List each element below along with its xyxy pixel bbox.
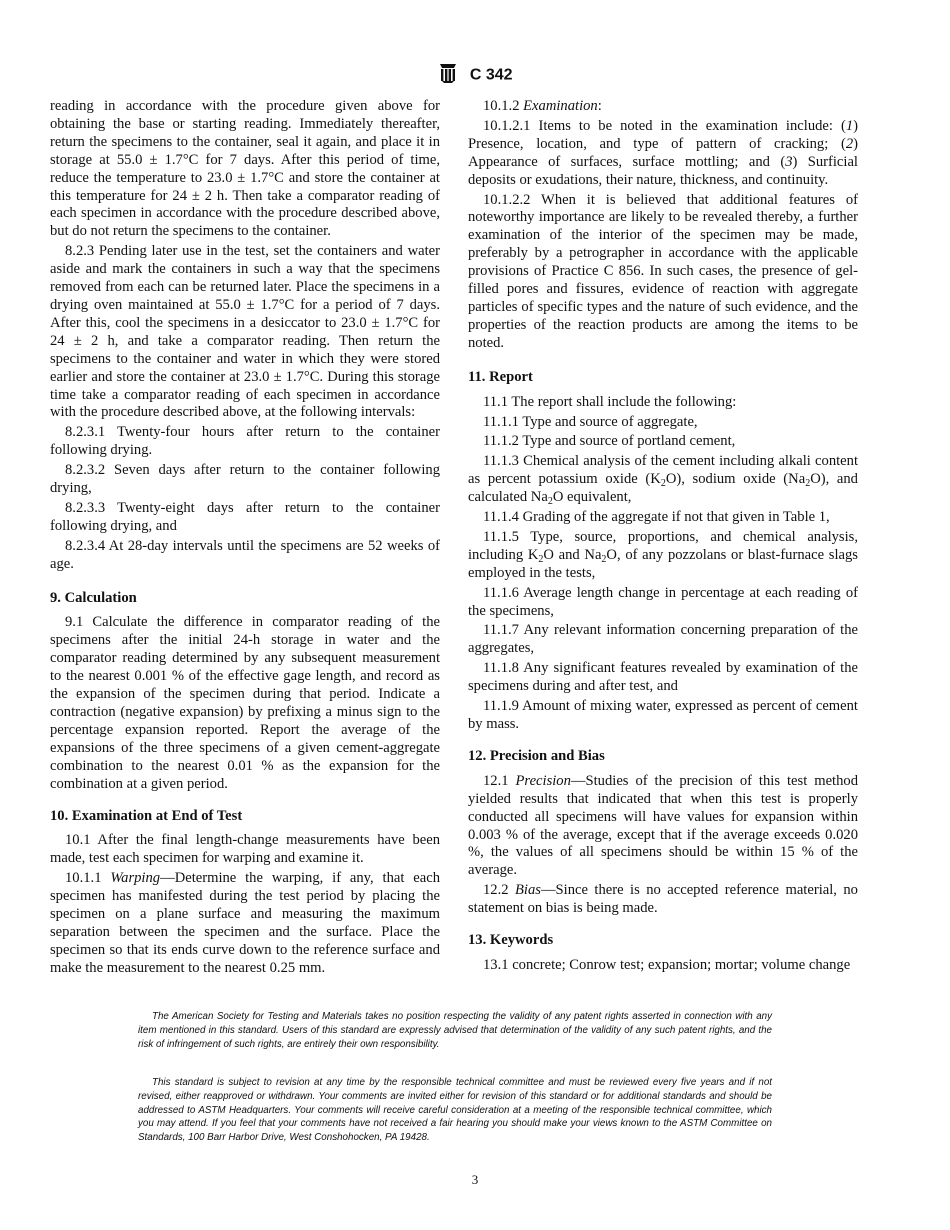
astm-logo: [437, 62, 459, 89]
paragraph-11-1-7: 11.1.7 Any relevant information concerning preparation of the aggregates,: [468, 622, 858, 657]
right-column: [468, 98, 858, 977]
paragraph-12-2: 12.2 Bias—Since there is no accepted reference material, no statement on bias is being made.: [468, 882, 858, 917]
paragraph-8-2-3-1: 8.2.3.1 Twenty-four hours after return to the container following drying.: [50, 424, 440, 459]
heading-precision-and-bias: 12. Precision and Bias: [468, 747, 605, 764]
paragraph-8-2-3-4: 8.2.3.4 At 28-day intervals until the specimens are 52 weeks of age.: [50, 537, 440, 572]
patent-notice: The American Society for Testing and Materials takes no position respecting the validity of any patent rights asserted in connection with any item mentioned in this standard. Users of this standard are expressly advised that determination of the validity of any such patent rights, and the risk of infringement of such rights, are entirely their own responsibility.: [138, 1011, 772, 1050]
paragraph-11-1: 11.1 The report shall include the following:: [483, 393, 737, 410]
paragraph-8-2-2-continued: reading in accordance with the procedure given above for obtaining the base or starting reading. Immediately thereafter, return the specimens to the container, seal it again, and place it in storage at 55.0 ± 1.7°C for 7 days. After this period of time, reduce the temperature to 23.0 ± 1.7°C and store the container at this temperature for 24 ± 2 h. Then take a comparator reading of each specimen in accordance with the procedure described above, but do not return the specimens to the container.: [50, 98, 440, 240]
paragraph-11-1-5: 11.1.5 Type, source, proportions, and chemical analysis, including $K_2O$ and $Na_2O$, of any pozzolans or blast-furnace slags employed in the tests,: [468, 528, 858, 581]
paragraph-12-1: 12.1 Precision—Studies of the precision of this test method yielded results that indicated that when this test is properly conducted all specimens will have values for expansion within 0.003 % of the average, except that if the average exceeds 0.020 %, the values of all specimens should be within 15 % of the average.: [468, 772, 858, 879]
paragraph-11-1-1: 11.1.1 Type and source of aggregate,: [483, 413, 698, 430]
paragraph-10-1-2-1: 10.1.2.1 Items to be noted in the examination include: (1) Presence, location, and type of pattern of cracking; (2) Appearance of surfaces, surface mottling; and (3) Surficial deposits or exudations, their nature, thickness, and continuity.: [468, 117, 858, 188]
heading-examination-end-of-test: 10. Examination at End of Test: [50, 807, 243, 824]
heading-keywords: 13. Keywords: [468, 932, 554, 949]
paragraph-11-1-9: 11.1.9 Amount of mixing water, expressed as percent of cement by mass.: [468, 698, 858, 732]
heading-calculation: 9. Calculation: [50, 589, 137, 606]
page-header: [0, 62, 950, 89]
standard-designation: C 342: [469, 66, 513, 84]
paragraph-8-2-3-3: 8.2.3.3 Twenty-eight days after return to the container following drying, and: [50, 499, 440, 534]
paragraph-8-2-3-2: 8.2.3.2 Seven days after return to the container following drying,: [50, 462, 440, 497]
page-number: 3: [471, 1172, 479, 1187]
paragraph-10-1: 10.1 After the final length-change measurements have been made, test each specimen for warping and examine it.: [50, 832, 440, 867]
heading-report: 11. Report: [468, 368, 533, 385]
paragraph-10-1-2: 10.1.2 Examination:: [483, 98, 602, 114]
paragraph-11-1-8: 11.1.8 Any significant features revealed by examination of the specimens during and after test, and: [468, 660, 858, 695]
revision-notice: This standard is subject to revision at any time by the responsible technical committee and must be reviewed every five years and if not revised, either reapproved or withdrawn. Your comments are invited either for revision of this standard or for additional standards and should be addressed to ASTM Headquarters. Your comments will receive careful consideration at a meeting of the responsible technical committee, which you may attend. If you feel that your comments have not received a fair hearing you should make your views known to the ASTM Committee on Standards, 100 Barr Harbor Drive, West Conshohocken, PA 19428.: [138, 1077, 772, 1144]
paragraph-11-1-2: 11.1.2 Type and source of portland cement,: [483, 433, 736, 450]
paragraph-10-1-2-2: 10.1.2.2 When it is believed that additional features of noteworthy importance are likely to be revealed thereby, a further examination of the interior of the specimen may be made, preferably by a petrographer in accordance with the applicable provisions of Practice C 856. In such cases, the presence of gel-filled pores and fissures, evidence of reaction with aggregate particles of specific types and the nature of such evidence, and the properties of the reaction products are among the items to be noted.: [468, 191, 858, 351]
paragraph-13-1: 13.1 concrete; Conrow test; expansion; mortar; volume change: [483, 956, 851, 973]
paragraph-10-1-1: 10.1.1 Warping—Determine the warping, if any, that each specimen has manifested during the test period by placing the specimen on a plane surface and measuring the maximum separation between the specimen and the surface. Place the specimen so that its ends curve down to the reference surface and make the measurement to the nearest 0.25 mm.: [50, 870, 440, 976]
paragraph-8-2-3: 8.2.3 Pending later use in the test, set the containers and water aside and mark the containers in such a way that the specimens removed from each can be returned later. Place the specimens in a drying oven maintained at 55.0 ± 1.7°C for a period of 7 days. After this, cool the specimens in a desiccator to 23.0 ± 1.7°C for 24 ± 2 h, and take a comparator reading. Then return the specimens to the container and water in which they were stored earlier and store the container at 23.0 ± 1.7°C. During this storage time take a comparator reading of each specimen in accordance with the procedure described above, at the following intervals:: [50, 243, 440, 421]
paragraph-11-1-6: 11.1.6 Average length change in percentage at each reading of the specimens,: [468, 584, 858, 619]
paragraph-11-1-3: 11.1.3 Chemical analysis of the cement including alkali content as percent potassium oxide $(K_2O)$, sodium oxide $(Na_2O)$, and calculated $Na_2O$ equivalent,: [468, 453, 858, 508]
paragraph-9-1: 9.1 Calculate the difference in comparator reading of the specimens after the initial 24-h storage in water and the comparator reading determined by any subsequent measurement to the nearest 0.001 % of the effective gage length, and record as the expansion of the specimen during that period. Indicate a contraction (negative expansion) by prefixing a minus sign to the percentage expansion reported. Report the average of the expansions of the three specimens of a given cement-aggregate combination to the nearest 0.01 % as the expansion for the combination at a given period.: [50, 614, 440, 792]
paragraph-11-1-4: 11.1.4 Grading of the aggregate if not that given in Table 1,: [483, 509, 830, 526]
left-column: [50, 98, 440, 980]
